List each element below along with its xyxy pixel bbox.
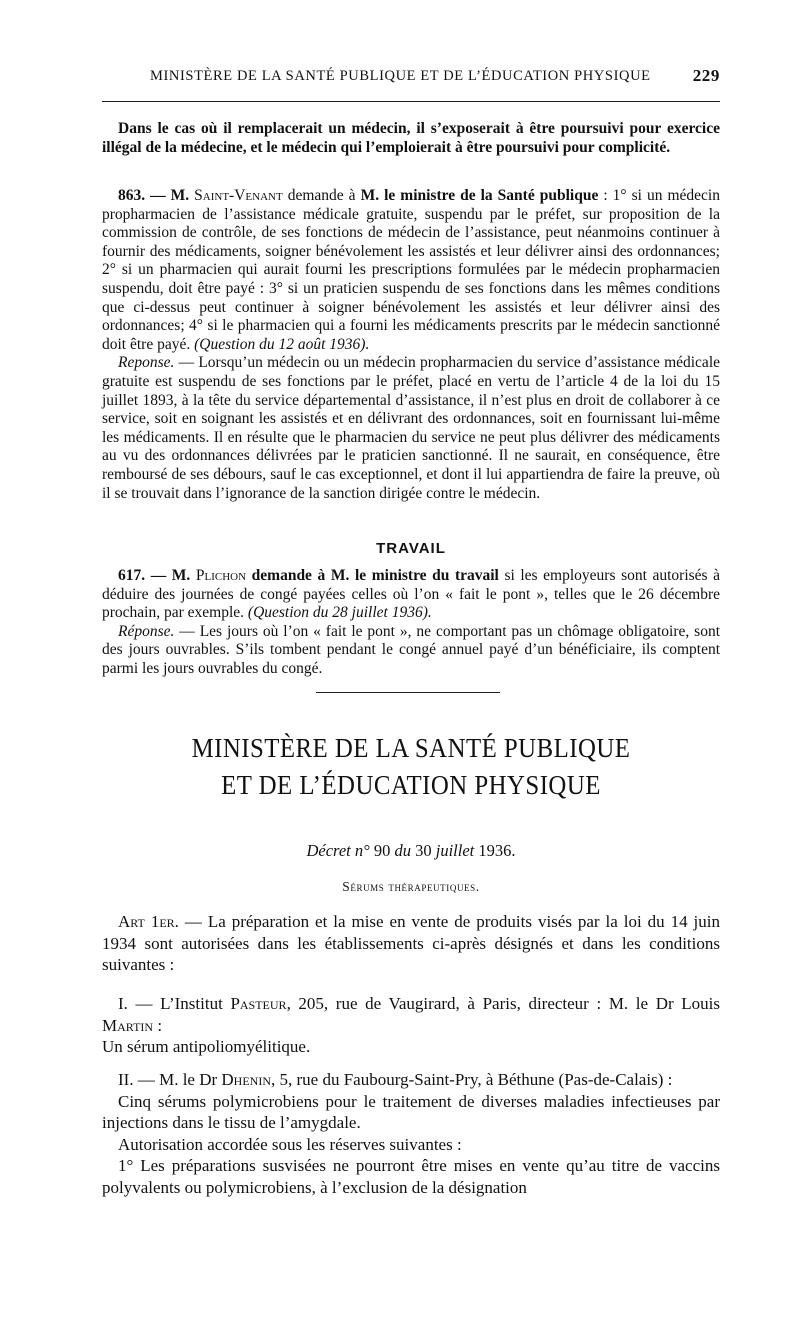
q863-date: (Question du 12 août 1936). (194, 335, 370, 353)
section-divider (316, 692, 500, 693)
item-2-reserve-1: 1° Les préparations susvisées ne pourront être mises en vente qu’au titre de vaccins polyvalents ou polymicrobiens, à l’exclusion de la désignation (102, 1156, 720, 1197)
ministry-title (127, 730, 696, 804)
decree-no: n° (354, 841, 370, 860)
item-1-director: Martin (102, 1015, 154, 1035)
q617-answer: — Les jours où l’on « fait le pont », ne comportant pas un chômage obligatoire, sont des jours ouvrables. S’ils tombent pendant le congé annuel payé d’un bénéficiaire, ils comptent parmi les jours ouvrables du congé. (102, 622, 720, 677)
question-863 (102, 187, 720, 503)
q863-answer: — Lorsqu’un médecin ou un médecin propharmacien du service d’assistance médicale gratuite est suspendu de ses fonctions par le préfet, placé en vertu de l’article 4 de la loi du 15 juillet 1893, à la tête du service départemental d’assistance, il n’est plus en droit de collaborer à ce service, soit en soignant les assistés et en délivrant des ordonnances, soit en fournissant lui-même les médicaments. Il en résulte que le pharmacien du service ne peut plus délivrer des médicaments au vu des ordonnances délivrées par le praticien sanctionné. Il ne saurait, en conséquence, être remboursé de ses débours, sauf le cas exceptionnel, et dont il lui appartiendra de faire la preuve, où il se trouvait dans l’ignorance de la sanction dirigée contre le médecin. (102, 354, 721, 502)
q863-asks: demande à (287, 187, 356, 204)
q863-number: 863. — M. (118, 187, 190, 204)
q863-deputy: Saint-Venant (194, 187, 283, 204)
article-1 (102, 911, 720, 976)
q617-asks: demande (251, 567, 312, 584)
decree-number: 90 (373, 841, 391, 860)
item-1-colon: : (157, 1015, 163, 1035)
question-617 (102, 567, 720, 679)
q617-date: (Question du 28 juillet 1936). (247, 604, 432, 622)
article-1-text: — La préparation et la mise en vente de produits visés par la loi du 14 juin 1934 sont autorisées dans les établissements ci-après désignés et dans les conditions suivantes : (102, 912, 720, 974)
decree-month: juillet (435, 841, 475, 860)
item-2-number: II. — M. le Dr (118, 1070, 218, 1089)
decree-du: du (394, 841, 411, 860)
q617-minister: à M. le ministre du travail (317, 567, 499, 584)
item-1-name: Pasteur (230, 994, 287, 1013)
q617-deputy: Plichon (195, 567, 247, 584)
decree-day: 30 (415, 841, 432, 860)
item-1 (102, 993, 720, 1058)
running-head-title: MINISTÈRE DE LA SANTÉ PUBLIQUE ET DE L’ÉDUCATION PHYSIQUE (150, 68, 651, 84)
item-2-authorisation: Autorisation accordée sous les réserves suivantes : (118, 1134, 462, 1154)
decree-title (102, 841, 720, 861)
q863-answer-label: Reponse. (118, 354, 175, 372)
item-2-name: Dhenin (221, 1070, 272, 1089)
item-2-address: , 5, rue du Faubourg-Saint-Pry, à Béthune (Pas-de-Calais) : (271, 1070, 673, 1089)
q617-number: 617. — M. (118, 567, 191, 584)
intro-paragraph (102, 120, 720, 157)
q863-text: : 1° si un médecin propharmacien de l’assistance médicale gratuite, suspendu par le préfet, sur proposition de la commission de contrôle, de ses fonctions de médecin de l’assistance, peut néanmoins continuer à fournir des médicaments, soigner bénévolement les assistés et leur délivrer ainsi des ordonnances; 2° si un pharmacien qui aurait fourni les prescriptions formulées par le médecin propharmacien suspendu, doit être payé : 3° si un praticien suspendu de ses fonctions dans les mêmes conditions que ci-dessus peut continuer à soigner bénévolement les assistés et leur délivrer ainsi des ordonnances; 4° si le pharmacien qui a fourni les médicaments prescrits par le médecin sanctionné doit être payé. (102, 187, 720, 353)
item-2-product: Cinq sérums polymicrobiens pour le traitement de diverses maladies infectieuses par injections dans le tissu de l’amygdale. (102, 1091, 720, 1132)
ministry-title-line1: MINISTÈRE DE LA SANTÉ PUBLIQUE (191, 733, 631, 763)
item-2 (102, 1069, 720, 1198)
section-heading-travail: TRAVAIL (376, 540, 446, 557)
ministry-title-line2: ET DE L’ÉDUCATION PHYSIQUE (221, 770, 601, 800)
item-1-address: , 205, rue de Vaugirard, à Paris, directeur : M. le Dr Louis (286, 994, 720, 1013)
running-head (102, 66, 720, 88)
q863-minister: M. le ministre de la Santé publique (360, 187, 599, 204)
header-rule (102, 101, 720, 102)
decree-year: 1936. (478, 841, 516, 860)
q617-answer-label: Réponse. (118, 622, 175, 640)
decree-subtitle: Sérums thérapeutiques. (342, 879, 480, 894)
item-1-product: Un sérum antipoliomyélitique. (102, 1037, 311, 1056)
intro-text: Dans le cas où il remplacerait un médecin, il s’exposerait à être poursuivi pour exercice illégal de la médecine, et le médecin qui l’emploierait à être poursuivi pour complicité. (102, 120, 720, 156)
article-1-label: Art 1er. (118, 912, 179, 931)
page-number: 229 (692, 66, 720, 85)
item-1-number: I. — L’Institut (118, 994, 223, 1013)
q617-text: si les employeurs sont autorisés à déduire des journées de congé payées celles où l’on « fait le pont », telles que le 26 décembre prochain, par exemple. (102, 567, 721, 622)
decree-prefix: Décret (306, 841, 351, 860)
